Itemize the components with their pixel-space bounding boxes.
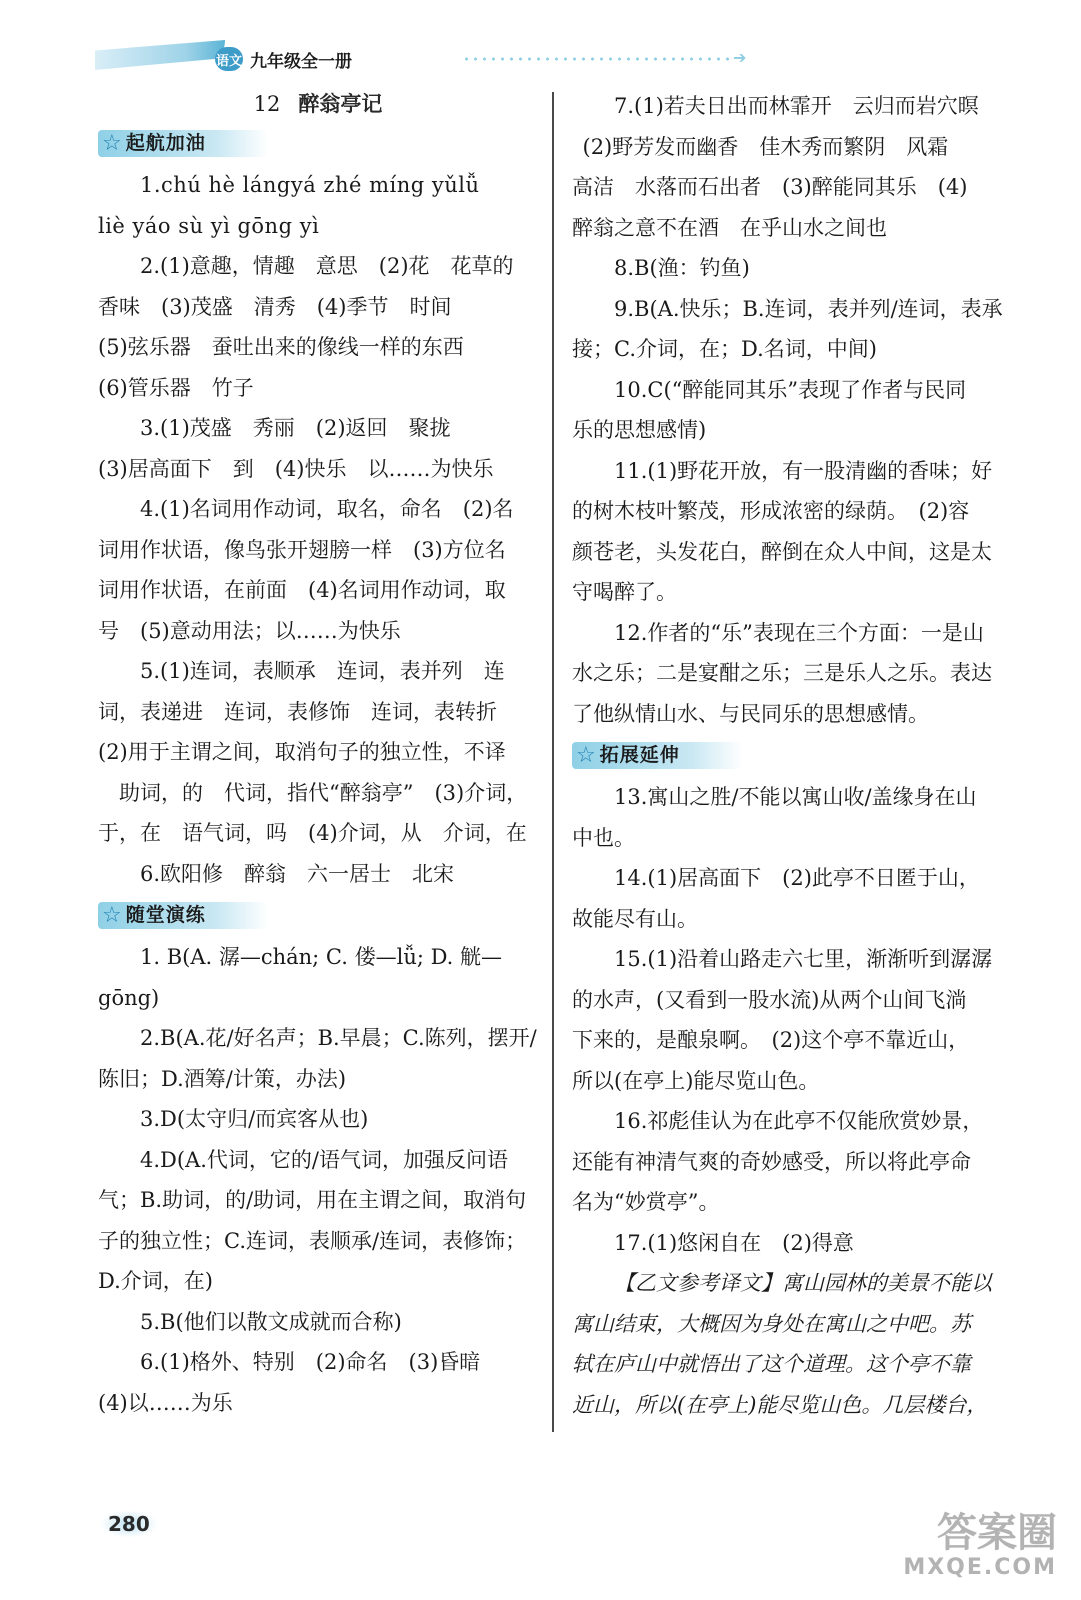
answer-line: 3.D(太守归/而宾客从也): [140, 1107, 369, 1131]
answer-line: (4)以……为乐: [98, 1390, 233, 1415]
column-divider: [552, 92, 554, 1432]
answer-line: 6.欧阳修 醉翁 六一居士 北宋: [140, 861, 455, 886]
star-icon: ☆: [102, 903, 122, 928]
arrow-right-icon: ➔: [733, 48, 747, 67]
answer-line: 1.chú hè lángyá zhé míng yǔlǚ: [140, 173, 480, 197]
answer-line: 水之乐；二是宴酣之乐；三是乐人之乐。表达: [572, 661, 992, 685]
chapter-title: [98, 86, 538, 122]
answer-line: 5.(1)连词，表顺承 连词，表并列 连: [140, 659, 505, 683]
answer-line: (6)管乐器 竹子: [98, 375, 254, 400]
answer-line: 醉翁之意不在酒 在乎山水之间也: [572, 215, 887, 240]
answer-line: 5.B(他们以散文成就而合称): [140, 1309, 402, 1334]
answer-line: 接；C.介词，在；D.名词，中间): [572, 337, 877, 361]
watermark-url: MXQE.COM: [903, 1555, 1057, 1580]
right-column: [572, 86, 1012, 1425]
answer-line: 助词，的 代词，指代“醉翁亭” (3)介词，: [119, 780, 528, 805]
section-label: 起航加油: [125, 132, 206, 155]
answer-line: 10.C(“醉能同其乐”表现了作者与民同: [614, 377, 967, 402]
answer-line: 4.D(A.代词，它的/语气词，加强反问语: [140, 1147, 508, 1172]
answer-line: 的水声，(又看到一股水流)从两个山间飞淌: [572, 987, 967, 1012]
answer-line: (2)野芳发而幽香 佳木秀而繁阴 风霜: [582, 134, 949, 159]
translation-line: 寓山结束，大概因为身处在寓山之中吧。苏: [572, 1311, 971, 1336]
answer-line: 15.(1)沿着山路走六七里，渐渐听到潺潺: [614, 947, 993, 971]
answer-line: 词，表递进 连词，表修饰 连词，表转折: [98, 699, 497, 724]
answer-line: 14.(1)居高面下 (2)此亭不日匿于山，: [614, 866, 980, 890]
section-header-suitang: [98, 902, 268, 929]
answer-line: liè yáo sù yì gōng yì: [98, 213, 320, 238]
answer-line: 17.(1)悠闲自在 (2)得意: [614, 1230, 854, 1255]
answer-line: 香味 (3)茂盛 清秀 (4)季节 时间: [98, 294, 452, 319]
answer-line: 11.(1)野花开放，有一股清幽的香味；好: [614, 458, 993, 483]
answer-line: 8.B(渔：钓鱼): [614, 256, 750, 280]
answer-line: 13.寓山之胜/不能以寓山收/盖缘身在山: [614, 785, 977, 809]
subject-badge: 语文: [215, 47, 243, 71]
header-wave-decoration: [95, 40, 225, 70]
answer-line: 4.(1)名词用作动词，取名，命名 (2)名: [140, 497, 514, 521]
answer-line: 下来的，是酿泉啊。 (2)这个亭不靠近山，: [572, 1028, 970, 1052]
section-header-qihang: [98, 130, 268, 157]
answer-line: (2)用于主谓之间，取消句子的独立性，不译: [98, 740, 506, 764]
page-number: 280: [100, 1510, 158, 1538]
answer-line: (5)弦乐器 蚕吐出来的像线一样的东西: [98, 335, 464, 359]
answer-line: 词用作状语，像鸟张开翅膀一样 (3)方位名: [98, 537, 506, 562]
page-header: [0, 0, 1081, 80]
star-icon: ☆: [102, 131, 122, 156]
translation-line: 近山，所以(在亭上)能尽览山色。几层楼台，: [572, 1392, 988, 1417]
answer-line: 词用作状语，在前面 (4)名词用作动词，取: [98, 578, 506, 602]
answer-line: 1. B(A. 潺—chán; C. 偻—lǚ; D. 觥—: [140, 945, 503, 969]
dotted-line-decoration: [462, 56, 732, 62]
answer-line: 6.(1)格外、特别 (2)命名 (3)昏暗: [140, 1350, 481, 1374]
watermark-logo: [903, 1511, 1057, 1580]
section-label: 随堂演练: [125, 904, 206, 927]
answer-line: 乐的思想感情): [572, 418, 707, 442]
answer-line: 还能有神清气爽的奇妙感受，所以将此亭命: [572, 1149, 971, 1174]
answer-line: 子的独立性；C.连词，表顺承/连词，表修饰；: [98, 1228, 527, 1253]
answer-line: 12.作者的“乐”表现在三个方面：一是山: [614, 620, 984, 645]
answer-line: D.介词，在): [98, 1269, 213, 1293]
answer-line: 中也。: [572, 825, 635, 850]
answer-line: 守喝醉了。: [572, 580, 677, 604]
answer-line: (3)居高面下 到 (4)快乐 以……为快乐: [98, 456, 494, 481]
answer-line: 号 (5)意动用法；以……为快乐: [98, 618, 401, 643]
chapter-number: 12: [253, 92, 281, 116]
answer-line: 所以(在亭上)能尽览山色。: [572, 1068, 820, 1093]
answer-line: 7.(1)若夫日出而林霏开 云归而岩穴暝: [614, 94, 979, 118]
answer-line: 颜苍老，头发花白，醉倒在众人中间，这是太: [572, 539, 992, 564]
answer-line: 于，在 语气词，吗 (4)介词，从 介词，在: [98, 821, 527, 845]
answer-line: 9.B(A.快乐；B.连词，表并列/连词，表承: [614, 296, 1003, 321]
section-header-tuozhan: [572, 742, 742, 769]
answer-line: 2.(1)意趣，情趣 意思 (2)花 花草的: [140, 254, 514, 278]
answer-line: 名为“妙赏亭”。: [572, 1190, 720, 1214]
left-column: [98, 86, 538, 1423]
star-icon: ☆: [576, 743, 596, 768]
answer-line: 16.祁彪佳认为在此亭不仅能欣赏妙景，: [614, 1109, 984, 1133]
answer-line: 了他纵情山水、与民同乐的思想感情。: [572, 701, 929, 726]
answer-line: 气；B.助词，的/助词，用在主谓之间，取消句: [98, 1188, 527, 1212]
answer-line: 2.B(A.花/好名声；B.早晨；C.陈列，摆开/: [140, 1026, 537, 1050]
translation-line: 轼在庐山中就悟出了这个道理。这个亭不靠: [572, 1352, 971, 1376]
answer-line: 故能尽有山。: [572, 906, 698, 931]
section-label: 拓展延伸: [599, 744, 680, 767]
answer-line: 3.(1)茂盛 秀丽 (2)返回 聚拢: [140, 416, 451, 440]
translation-line: 【乙文参考译文】寓山园林的美景不能以: [614, 1271, 992, 1295]
answer-line: gōng): [98, 985, 160, 1010]
watermark-text: 答案圈: [937, 1510, 1057, 1556]
book-title: 九年级全一册: [250, 52, 352, 72]
answer-line: 的树木枝叶繁茂，形成浓密的绿荫。 (2)容: [572, 499, 970, 523]
answer-line: 陈旧；D.酒筹/计策，办法): [98, 1066, 347, 1091]
answer-line: 高洁 水落而石出者 (3)醉能同其乐 (4): [572, 175, 968, 199]
chapter-name: 醉翁亭记: [298, 91, 383, 116]
